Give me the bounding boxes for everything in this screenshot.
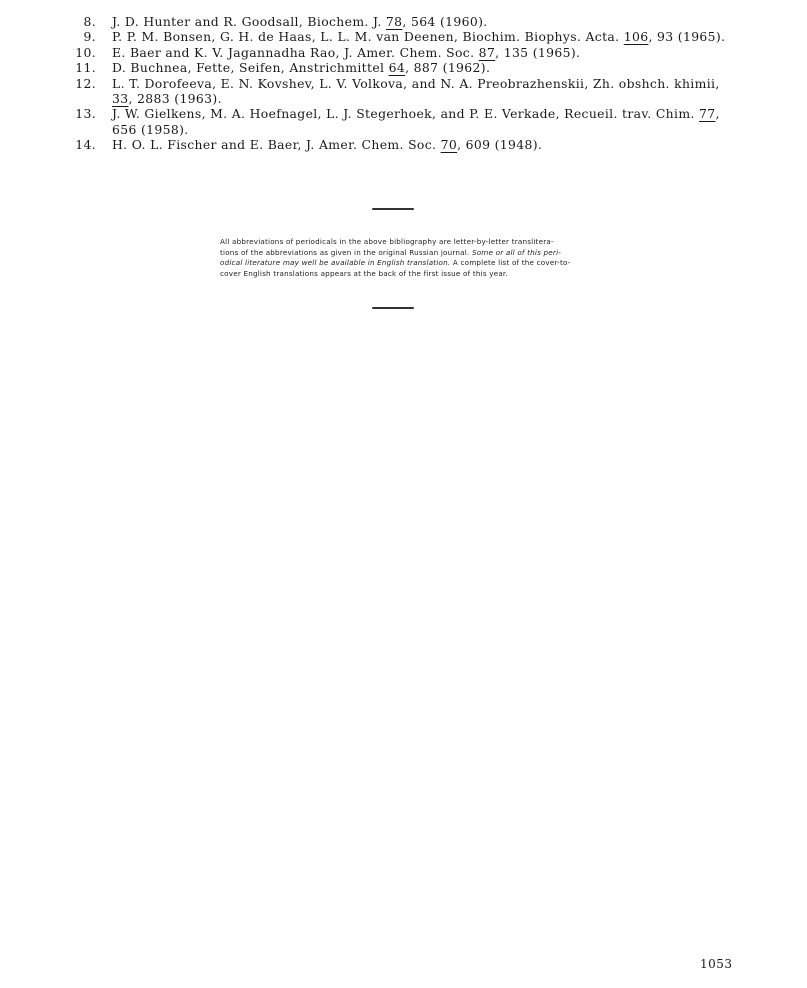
volume-number: 78 [385,14,403,29]
reference-segment: , 2883 (1963). [128,91,222,107]
reference-list [72,14,732,153]
reference-segment: , 564 (1960). [402,14,488,29]
reference-segment: D. Buchnea, Fette, Seifen, Anstrichmittel [112,60,389,76]
reference-line [112,60,732,75]
notice-line: cover English translations appears at the back of the first issue of this year. [220,268,508,278]
notice-italic-text: Some or all of this peri- [471,247,562,257]
volume-number: 33 [112,91,129,107]
reference-segment: E. Baer and K. V. Jagannadha Rao, J. Amer. Chem. Soc. [112,44,479,60]
reference-item [72,29,732,44]
reference-number: 14. [75,137,96,153]
reference-line [112,14,732,29]
reference-line [112,76,732,91]
reference-segment: , 609 (1948). [457,137,543,153]
reference-line [112,29,732,44]
reference-segment: J. W. Gielkens, M. A. Hoefnagel, L. J. Stegerhoek, and P. E. Verkade, Recueil. trav. Chim. [112,106,699,122]
reference-segment: , 93 (1965). [648,29,726,45]
volume-number: 77 [699,106,716,122]
volume-number: 70 [440,137,458,153]
reference-segment: , 135 (1965). [495,44,581,60]
reference-line [112,91,732,106]
reference-text [112,137,732,152]
reference-number: 11. [75,60,96,76]
reference-segment: L. T. Dorofeeva, E. N. Kovshev, L. V. Volkova, and N. A. Preobrazhenskii, Zh. obshch. khimii, [112,75,720,91]
reference-text [112,76,732,107]
notice-text: A complete list of the cover-to- [450,258,571,268]
reference-line [112,45,732,60]
reference-number: 13. [75,106,96,122]
reference-segment: , 887 (1962). [405,60,491,76]
notice-text: tions of the abbreviations as given in the original Russian journal. [220,247,472,257]
separator-rule-bottom [372,307,414,309]
reference-segment: H. O. L. Fischer and E. Baer, J. Amer. Chem. Soc. [112,137,441,153]
volume-number: 106 [623,29,649,45]
reference-text [112,106,732,137]
reference-number: 9. [83,29,96,45]
separator-rule-top [372,208,414,210]
reference-item [72,14,732,29]
reference-number: 10. [75,44,96,60]
reference-line [112,106,732,121]
reference-number: 8. [83,14,96,29]
reference-item [72,45,732,60]
reference-item [72,76,732,107]
reference-text [112,29,732,44]
notice-line [220,248,640,259]
reference-segment: , [715,106,720,122]
notice-line: All abbreviations of periodicals in the above bibliography are letter-by-letter translitera- [220,237,554,246]
reference-item [72,137,732,152]
reference-segment: J. D. Hunter and R. Goodsall, Biochem. J. [112,14,386,29]
reference-number: 12. [75,75,96,91]
reference-text [112,14,732,29]
reference-line [112,137,732,152]
reference-line [112,122,732,137]
reference-item [72,106,732,137]
reference-text [112,45,732,60]
reference-text [112,60,732,75]
reference-segment: 656 (1958). [112,121,189,137]
volume-number: 64 [388,60,406,76]
reference-item [72,60,732,75]
reference-segment: P. P. M. Bonsen, G. H. de Haas, L. L. M. van Deenen, Biochim. Biophys. Acta. [112,29,624,45]
notice-italic-text: odical literature may well be available in English translation. [220,258,451,268]
notice-line [220,258,640,269]
abbreviations-notice [220,237,640,279]
page-number: 1053 [700,957,733,971]
volume-number: 87 [478,44,496,60]
